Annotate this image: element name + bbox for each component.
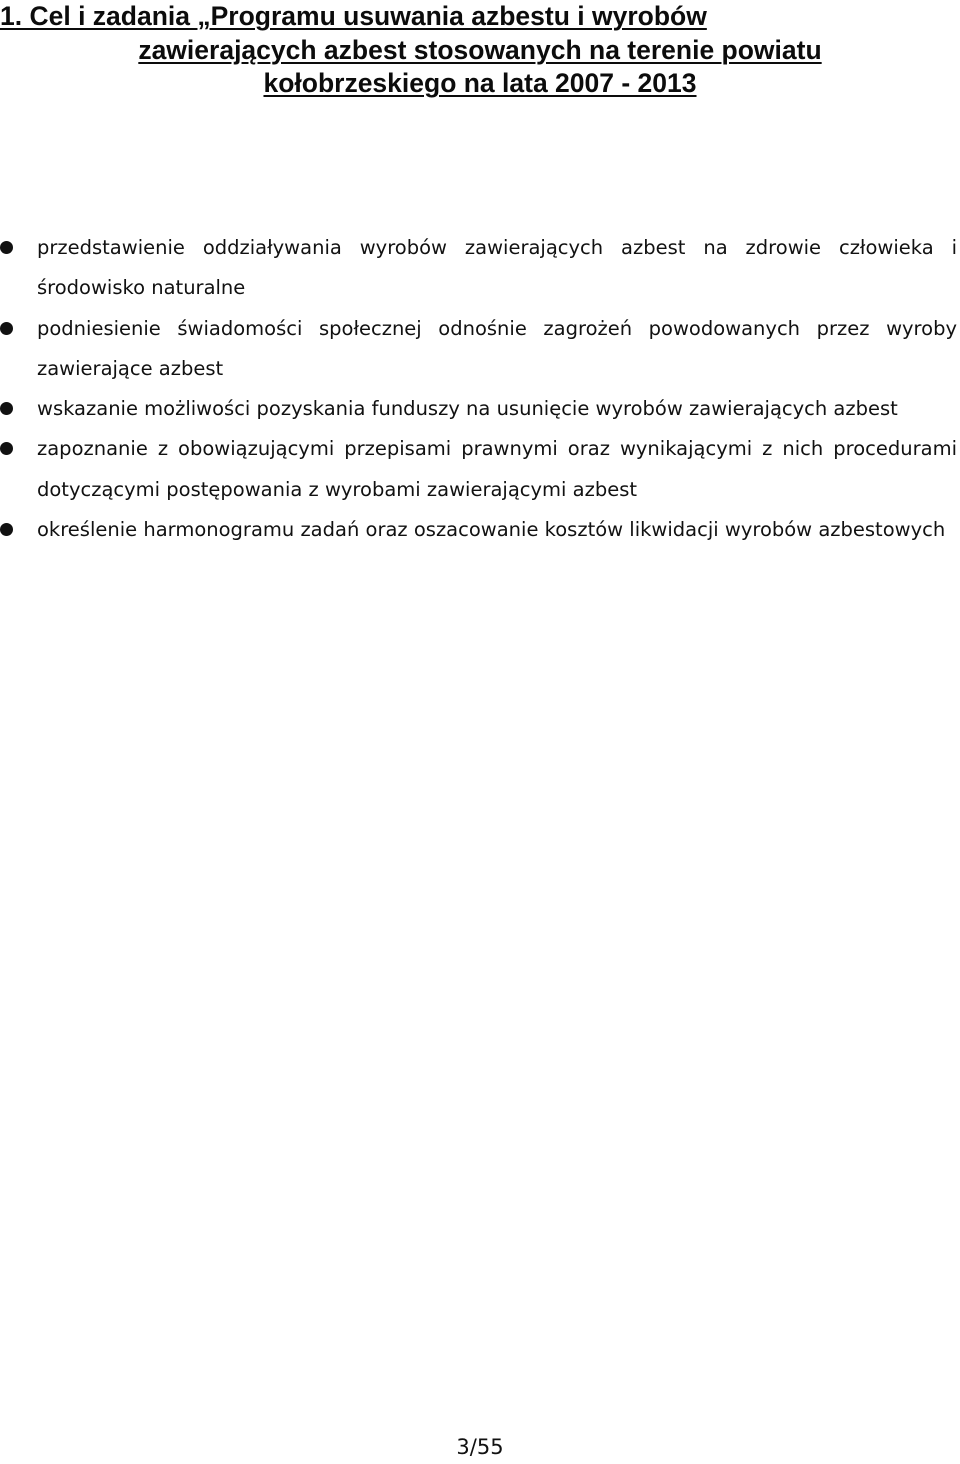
list-item-text: zapoznanie z obowiązującymi przepisami prawnymi oraz wynikającymi z nich procedurami dotyczącymi postępowania z wyrobami zawierającymi azbest xyxy=(37,437,957,501)
list-item-health-impact xyxy=(0,228,960,309)
bullet-icon xyxy=(0,442,13,455)
page-number: 3/55 xyxy=(456,1435,504,1459)
list-item-text: przedstawienie oddziaływania wyrobów zawierających azbest na zdrowie człowieka i środowisko naturalne xyxy=(37,236,957,300)
list-item-social-awareness xyxy=(0,309,960,390)
bullet-icon xyxy=(0,241,13,254)
goals-list xyxy=(0,228,960,550)
heading-line-3: kołobrzeskiego na lata 2007 - 2013 xyxy=(263,68,697,98)
list-item-text: wskazanie możliwości pozyskania funduszy na usunięcie wyrobów zawierających azbest xyxy=(37,397,898,421)
heading-line-2: zawierających azbest stosowanych na terenie powiatu xyxy=(138,34,822,65)
bullet-icon xyxy=(0,322,13,335)
bullet-icon xyxy=(0,523,13,536)
bullet-icon xyxy=(0,402,13,415)
list-item-funding-sources xyxy=(0,389,960,429)
list-item-text: określenie harmonogramu zadań oraz oszacowanie kosztów likwidacji wyrobów azbestowych xyxy=(37,518,946,542)
heading-line-1: 1. Cel i zadania „Programu usuwania azbestu i wyrobów xyxy=(0,1,707,31)
section-heading xyxy=(0,0,960,101)
list-item-text: podniesienie świadomości społecznej odnośnie zagrożeń powodowanych przez wyroby zawierające azbest xyxy=(37,316,957,380)
list-item-legal-regulations xyxy=(0,429,960,510)
list-item-schedule-and-costs xyxy=(0,510,960,550)
